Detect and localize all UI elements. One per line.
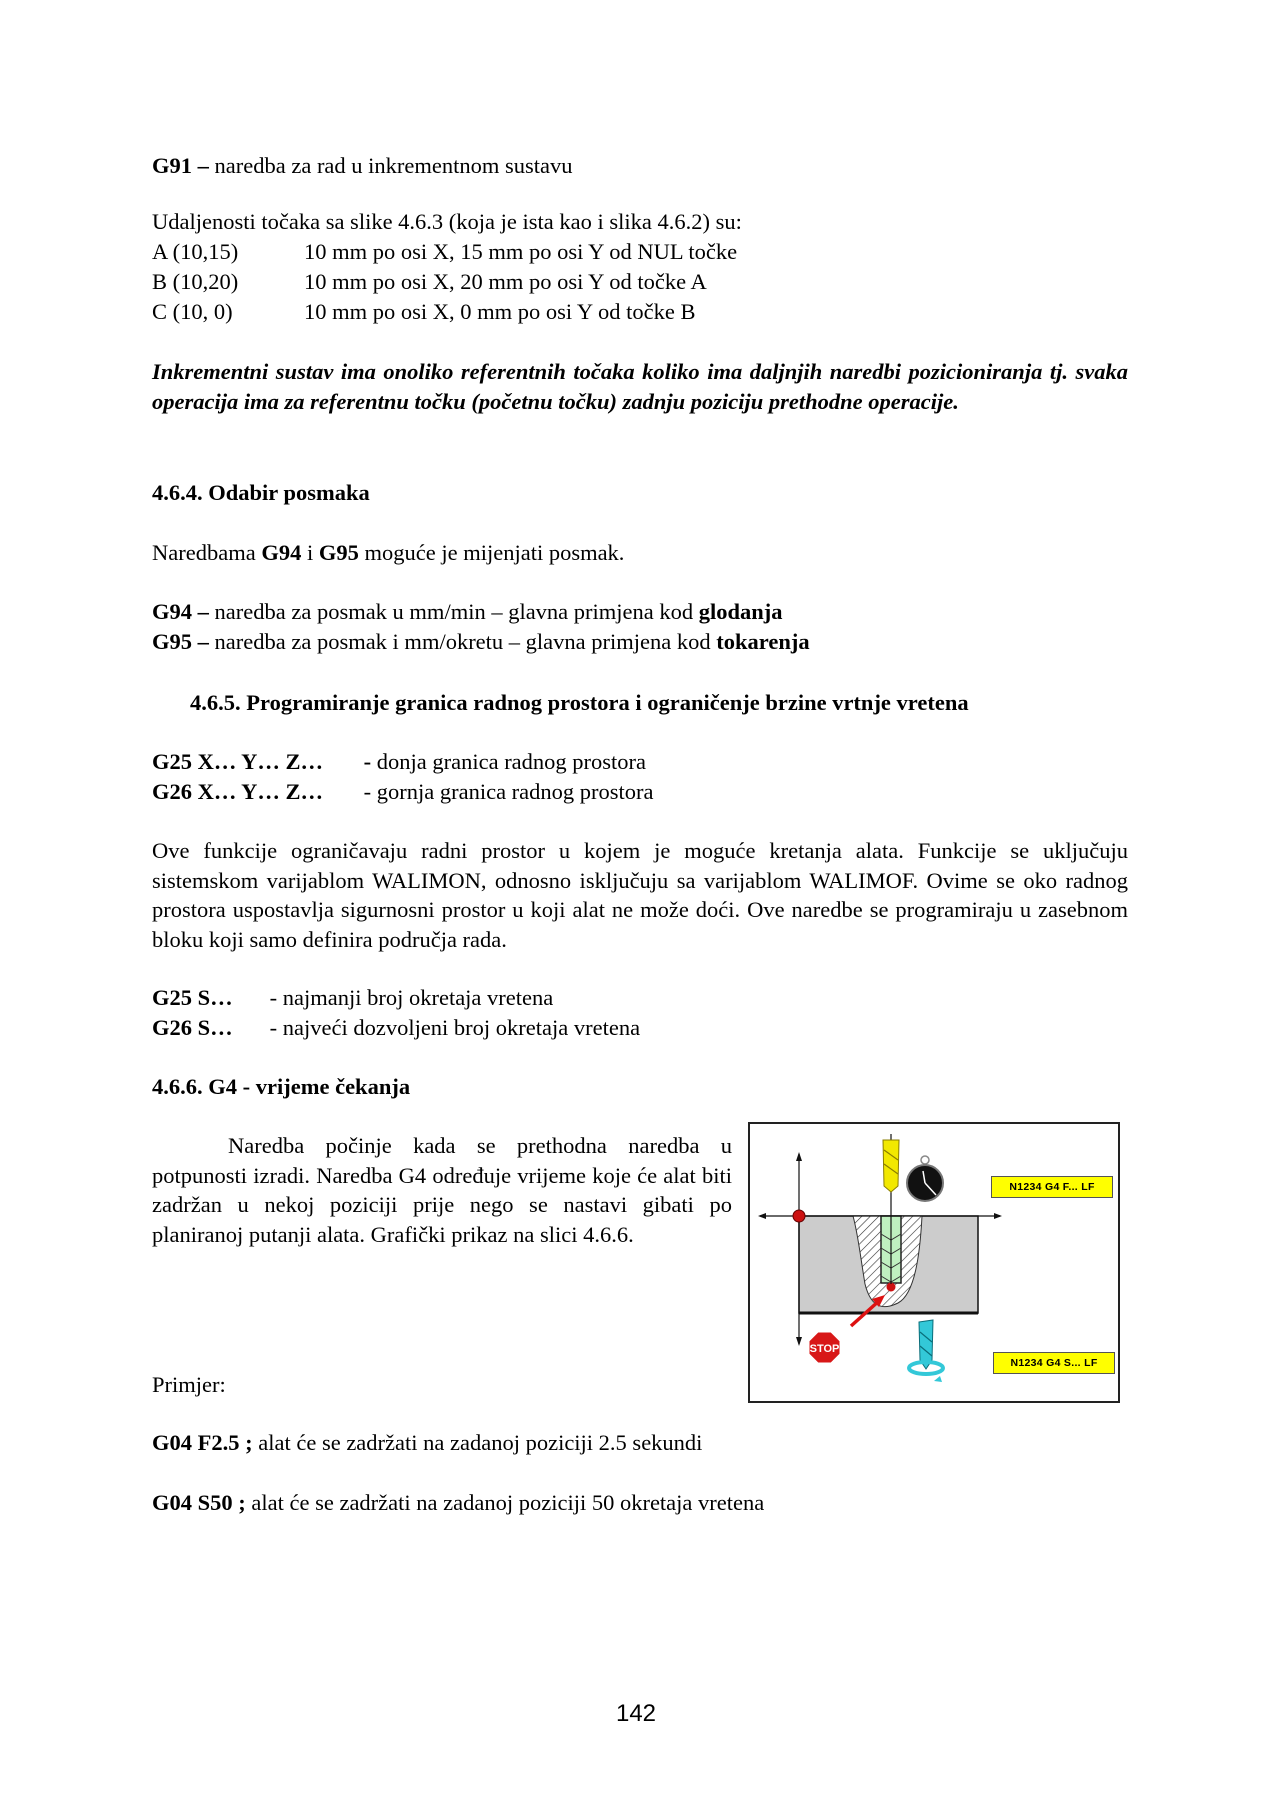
g91-text: naredba za rad u inkrementnom sustavu [214, 153, 573, 178]
section-465-paragraph: Ove funkcije ograničavaju radni prostor u kojem je moguće kretanja alata. Funkcije se uključuju sistemskom varijablom WALIMON, odnosno isključuju sa varijablom WALIMOF. Ovime se oko radnog prostora uspostavlja sigurnosni prostor u koji alat ne može doći. Ove naredbe se programiraju u zasebnom bloku koji samo definira područja rada. [152, 838, 1128, 952]
example-g04-s: G04 S50 ; alat će se zadržati na zadanoj poziciji 50 okretaja vretena [152, 1490, 765, 1515]
tag-dwell-revolutions: N1234 G4 S... LF [993, 1352, 1115, 1374]
g25-limit-line: G25 X… Y… Z… - donja granica radnog prostora [152, 749, 647, 774]
g94-line: G94 – naredba za posmak u mm/min – glavna primjena kod glodanja [152, 599, 783, 624]
section-465-heading: 4.6.5. Programiranje granica radnog prostora i ograničenje brzine vrtnje vretena [190, 690, 969, 715]
section-466-heading: 4.6.6. G4 - vrijeme čekanja [152, 1074, 411, 1099]
distance-row-b: B (10,20) 10 mm po osi X, 20 mm po osi Y od točke A [152, 269, 707, 294]
dwell-time-figure [748, 1122, 1120, 1403]
page-number: 142 [615, 1700, 657, 1727]
section-466-paragraph: Naredba počinje kada se prethodna naredba u potpunosti izradi. Naredba G4 određuje vrijeme koje će alat biti zadržan u nekoj poziciji prije nego se nastavi gibati po planiranoj putanji alata. Grafički prikaz na slici 4.6.6. [152, 1133, 732, 1247]
drill-yellow-icon [883, 1140, 899, 1192]
example-g04-f: G04 F2.5 ; alat će se zadržati na zadanoj poziciji 2.5 sekundi [152, 1430, 703, 1455]
g25-spindle-line: G25 S… - najmanji broj okretaja vretena [152, 985, 554, 1010]
origin-marker [793, 1210, 805, 1222]
distance-row-a: A (10,15) 10 mm po osi X, 15 mm po osi Y od NUL točke [152, 239, 738, 264]
tag-dwell-time: N1234 G4 F... LF [991, 1176, 1113, 1198]
section-464-heading: 4.6.4. Odabir posmaka [152, 480, 370, 505]
g26-limit-line: G26 X… Y… Z… - gornja granica radnog prostora [152, 779, 654, 804]
g91-line: G91 – naredba za rad u inkrementnom sustavu [152, 153, 573, 178]
section-464-intro: Naredbama G94 i G95 moguće je mijenjati posmak. [152, 540, 625, 565]
incremental-note: Inkrementni sustav ima onoliko referentnih točaka koliko ima daljnjih naredbi pozicioniranja tj. svaka operacija ima za referentnu točku (početnu točku) zadnju poziciju prethodne operacije. [152, 359, 1128, 414]
g26-spindle-line: G26 S… - najveći dozvoljeni broj okretaja vretena [152, 1015, 641, 1040]
g95-line: G95 – naredba za posmak i mm/okretu – glavna primjena kod tokarenja [152, 629, 810, 654]
svg-text:STOP: STOP [809, 1343, 840, 1355]
distance-row-c: C (10, 0) 10 mm po osi X, 0 mm po osi Y od točke B [152, 299, 696, 324]
example-label: Primjer: [152, 1372, 226, 1397]
distances-intro: Udaljenosti točaka sa slike 4.6.3 (koja je ista kao i slika 4.6.2) su: [152, 209, 742, 234]
g91-code: G91 [152, 153, 193, 178]
